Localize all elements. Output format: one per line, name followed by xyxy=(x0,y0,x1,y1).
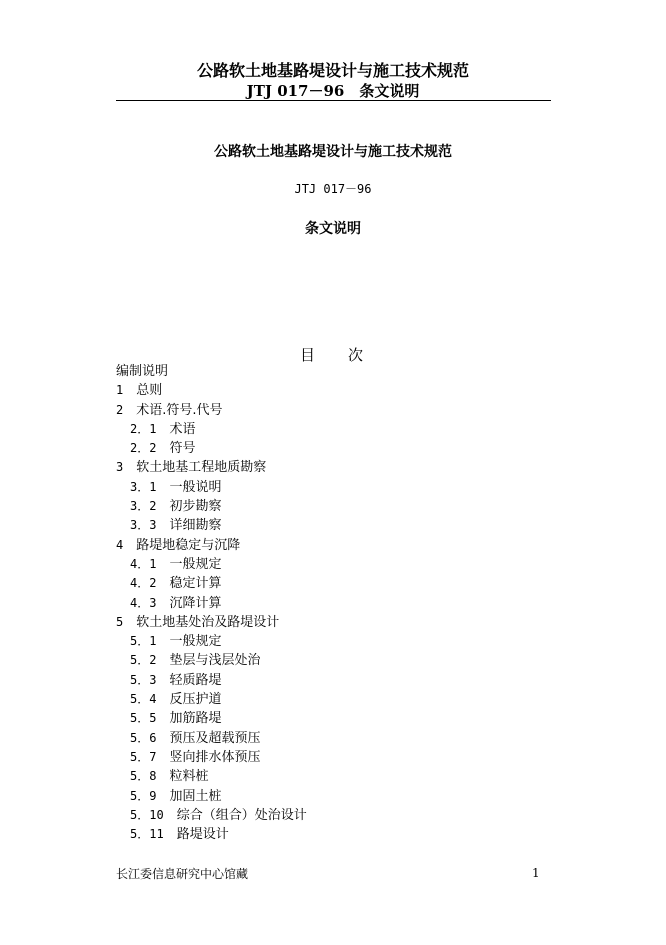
toc-item-number: 5．6 xyxy=(130,730,157,745)
header-rule xyxy=(116,100,551,101)
toc-item[interactable] xyxy=(116,420,307,439)
toc-item[interactable] xyxy=(116,381,307,400)
toc-item-label: 软土地基工程地质勘察 xyxy=(136,460,267,476)
toc-item-number: 5．4 xyxy=(130,692,157,707)
toc-item[interactable] xyxy=(116,690,307,709)
running-header-code: JTJ 017－96 条文说明 xyxy=(246,82,420,100)
toc-item-number: 5．1 xyxy=(130,634,157,649)
toc-item-label: 加筋路堤 xyxy=(169,711,222,727)
toc-item-number: 3．3 xyxy=(130,518,157,533)
toc-item[interactable] xyxy=(116,767,307,786)
toc-item[interactable] xyxy=(116,536,307,555)
toc-item-number: 5．8 xyxy=(130,769,157,784)
toc-item[interactable] xyxy=(116,362,307,381)
toc-item-number: 5．11 xyxy=(130,827,164,842)
toc-item[interactable] xyxy=(116,594,307,613)
toc-item-number: 5．5 xyxy=(130,711,157,726)
toc-item-number: 1 xyxy=(116,383,124,398)
footer-archive: 长江委信息研究中心馆藏 xyxy=(116,867,249,881)
toc-item[interactable] xyxy=(116,787,307,806)
toc-item-label: 详细勘察 xyxy=(169,518,222,534)
document-code: JTJ 017－96 xyxy=(294,182,372,196)
toc-item-number: 5 xyxy=(116,614,124,629)
toc-item-number: 4．3 xyxy=(130,595,157,610)
toc-item[interactable] xyxy=(116,729,307,748)
toc-item-label: 软土地基处治及路堤设计 xyxy=(136,614,280,630)
running-header-title: 公路软土地基路堤设计与施工技术规范 xyxy=(196,61,469,80)
toc-item[interactable] xyxy=(116,401,307,420)
toc-item[interactable] xyxy=(116,709,307,728)
toc-item-number: 4．2 xyxy=(130,576,157,591)
toc-item-label: 术语 xyxy=(169,421,196,437)
toc-item-number: 4 xyxy=(116,537,124,552)
toc-item-label: 一般规定 xyxy=(169,556,222,572)
toc-item-label: 一般说明 xyxy=(169,479,222,495)
toc-item[interactable] xyxy=(116,478,307,497)
toc-item-number: 3 xyxy=(116,460,124,475)
toc-item-number: 5．10 xyxy=(130,807,164,822)
toc-item[interactable] xyxy=(116,555,307,574)
toc-item-label: 加固土桩 xyxy=(169,788,222,804)
toc-item-number: 5．3 xyxy=(130,672,157,687)
toc-item[interactable] xyxy=(116,613,307,632)
toc-item[interactable] xyxy=(116,439,307,458)
toc-item-label: 编制说明 xyxy=(116,364,169,379)
table-of-contents xyxy=(116,362,307,844)
toc-item-number: 5．9 xyxy=(130,788,157,803)
toc-item-number: 3．1 xyxy=(130,479,157,494)
toc-item-number: 5．2 xyxy=(130,653,157,668)
toc-item[interactable] xyxy=(116,748,307,767)
toc-item[interactable] xyxy=(116,651,307,670)
toc-item-label: 一般规定 xyxy=(169,634,222,650)
toc-item-number: 4．1 xyxy=(130,556,157,571)
toc-item-number: 2 xyxy=(116,402,124,417)
toc-item-number: 2．1 xyxy=(130,421,157,436)
toc-heading-right: 次 xyxy=(348,346,364,364)
document-title: 公路软土地基路堤设计与施工技术规范 xyxy=(214,144,452,160)
toc-item-number: 5．7 xyxy=(130,749,157,764)
toc-item-label: 垫层与浅层处治 xyxy=(169,653,261,669)
toc-item-label: 路堤设计 xyxy=(176,827,229,843)
page-number: 1 xyxy=(532,866,540,880)
toc-item[interactable] xyxy=(116,632,307,651)
toc-heading-left: 目 xyxy=(300,346,316,364)
toc-item-label: 路堤地稳定与沉降 xyxy=(136,537,241,553)
toc-item[interactable] xyxy=(116,574,307,593)
toc-item[interactable] xyxy=(116,516,307,535)
toc-item-label: 稳定计算 xyxy=(169,576,222,592)
toc-item-label: 预压及超载预压 xyxy=(169,730,261,746)
toc-item-label: 初步勘察 xyxy=(169,499,222,515)
toc-item-number: 3．2 xyxy=(130,499,157,514)
toc-item-label: 总则 xyxy=(136,383,163,399)
toc-item[interactable] xyxy=(116,671,307,690)
toc-item-label: 粒料桩 xyxy=(169,769,209,785)
toc-item[interactable] xyxy=(116,806,307,825)
toc-item[interactable] xyxy=(116,458,307,477)
toc-item-label: 竖向排水体预压 xyxy=(169,749,261,765)
toc-item-label: 反压护道 xyxy=(169,692,222,708)
document-subtitle: 条文说明 xyxy=(305,221,361,237)
toc-item-label: 轻质路堤 xyxy=(169,672,222,688)
toc-item-number: 2．2 xyxy=(130,441,157,456)
toc-item[interactable] xyxy=(116,497,307,516)
toc-item[interactable] xyxy=(116,825,307,844)
toc-heading xyxy=(300,344,363,365)
toc-item-label: 符号 xyxy=(169,441,196,457)
toc-item-label: 术语.符号.代号 xyxy=(136,402,223,418)
toc-item-label: 沉降计算 xyxy=(169,595,222,611)
toc-item-label: 综合（组合）处治设计 xyxy=(176,807,307,823)
